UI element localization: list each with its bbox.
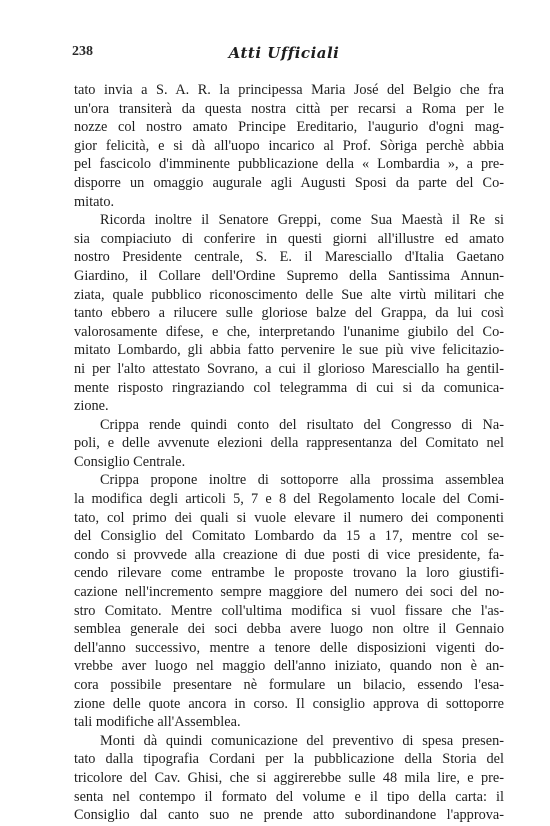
page-number: 238 <box>72 44 93 59</box>
text-line: semblea generale dei soci debba avere luogo non oltre il Gennaio <box>74 621 504 638</box>
text-line: tato, col primo dei quali si vuole elevare il numero dei componenti <box>74 509 504 526</box>
text-line: tali modifiche all'Assemblea. <box>74 714 241 731</box>
body-text <box>74 81 504 825</box>
text-line: Giardino, il Collare dell'Ordine Supremo della Santissima Annun- <box>74 267 504 284</box>
text-line: zione delle quote ancora in corso. Il consiglio approva di sottoporre <box>74 695 504 712</box>
text-line: Consiglio dal canto suo ne prende atto subordinandone l'approva- <box>74 807 504 824</box>
running-head: Atti Ufficiali <box>228 44 340 62</box>
text-line: vrebbe aver luogo nel maggio dell'anno iniziato, quando non è an- <box>74 658 504 675</box>
text-line: tato invia a S. A. R. la principessa Maria José del Belgio che fra <box>74 82 504 98</box>
text-line: disporre un omaggio augurale agli Augusti Sposi da parte del Co- <box>74 174 504 191</box>
text-line: sia compiaciuto di conferire in questi giorni all'illustre ed amato <box>74 230 504 247</box>
text-line: mitato Lombardo, gli abbia fatto pervenire le sue più vive felicitazio- <box>74 342 504 359</box>
text-line: zione. <box>74 398 109 415</box>
text-line: cazione nell'incremento sempre maggiore del numero dei soci del no- <box>74 584 504 601</box>
text-line: valorosamente difese, e che, interpretando l'unanime giubilo del Co- <box>74 323 504 340</box>
text-line: tricolore del Cav. Ghisi, che si aggirerebbe sulle 48 mila lire, e pre- <box>74 769 504 786</box>
text-line: gior felicità, e si dà all'uopo incarico al Prof. Sòriga perchè abbia <box>74 137 504 154</box>
text-line: senta nel contempo il formato del volume e il tipo della carta: il <box>74 788 504 805</box>
text-line: poli, e delle avvenute elezioni della rappresentanza del Comitato nel <box>74 435 504 452</box>
page-header <box>60 44 508 66</box>
text-line: nozze col nostro amato Principe Ereditario, l'augurio d'ogni mag- <box>74 119 504 136</box>
text-line: mitato. <box>74 193 115 210</box>
text-line: Crippa propone inoltre di sottoporre alla prossima assemblea <box>100 472 504 489</box>
text-line: ziata, quale pubblico riconoscimento delle Sue alte virtù militari che <box>74 286 504 303</box>
text-line: del Consiglio del Comitato Lombardo da 15 a 17, mentre col se- <box>74 528 504 545</box>
text-line: un'ora transiterà da questa nostra città per recarsi a Roma per le <box>74 100 504 117</box>
text-line: pel fascicolo d'imminente pubblicazione della « Lombardia », a pre- <box>74 156 504 173</box>
text-line: Ricorda inoltre il Senatore Greppi, come Sua Maestà il Re si <box>100 212 504 229</box>
text-line: Consiglio Centrale. <box>74 453 186 470</box>
text-line: nostro Presidente centrale, S. E. il Maresciallo d'Italia Gaetano <box>74 249 504 266</box>
text-line: tato dalla tipografia Cordani per la pubblicazione della Storia del <box>74 751 504 768</box>
text-line: tanto ebbero a rilucere sulle gloriose balze del Grappa, da lui così <box>74 305 504 322</box>
text-line: la modifica degli articoli 5, 7 e 8 del Regolamento locale del Comi- <box>74 491 504 508</box>
text-line: dell'anno successivo, mentre a tenore delle disposizioni vigenti do- <box>74 639 504 656</box>
text-line: Monti dà quindi comunicazione del preventivo di spesa presen- <box>100 732 504 749</box>
text-line: cora possibile presentare nè formulare un bilacio, essendo l'esa- <box>74 677 504 693</box>
text-line: condo si provvede alla creazione di due posti di vice presidente, fa- <box>74 546 504 563</box>
text-line: cendo rilevare come entrambe le proposte trovano la loro giustifi- <box>74 565 504 582</box>
text-line: ni per l'alto attestato Sovrano, a cui il glorioso Maresciallo ha gentil- <box>74 360 504 377</box>
text-line: mente risposto ringraziando col telegramma di cui si da comunica- <box>74 379 504 396</box>
text-line: stro Comitato. Mentre coll'ultima modifica si vuol fissare che l'as- <box>74 602 504 619</box>
text-line: Crippa rende quindi conto del risultato del Congresso di Na- <box>100 416 504 433</box>
